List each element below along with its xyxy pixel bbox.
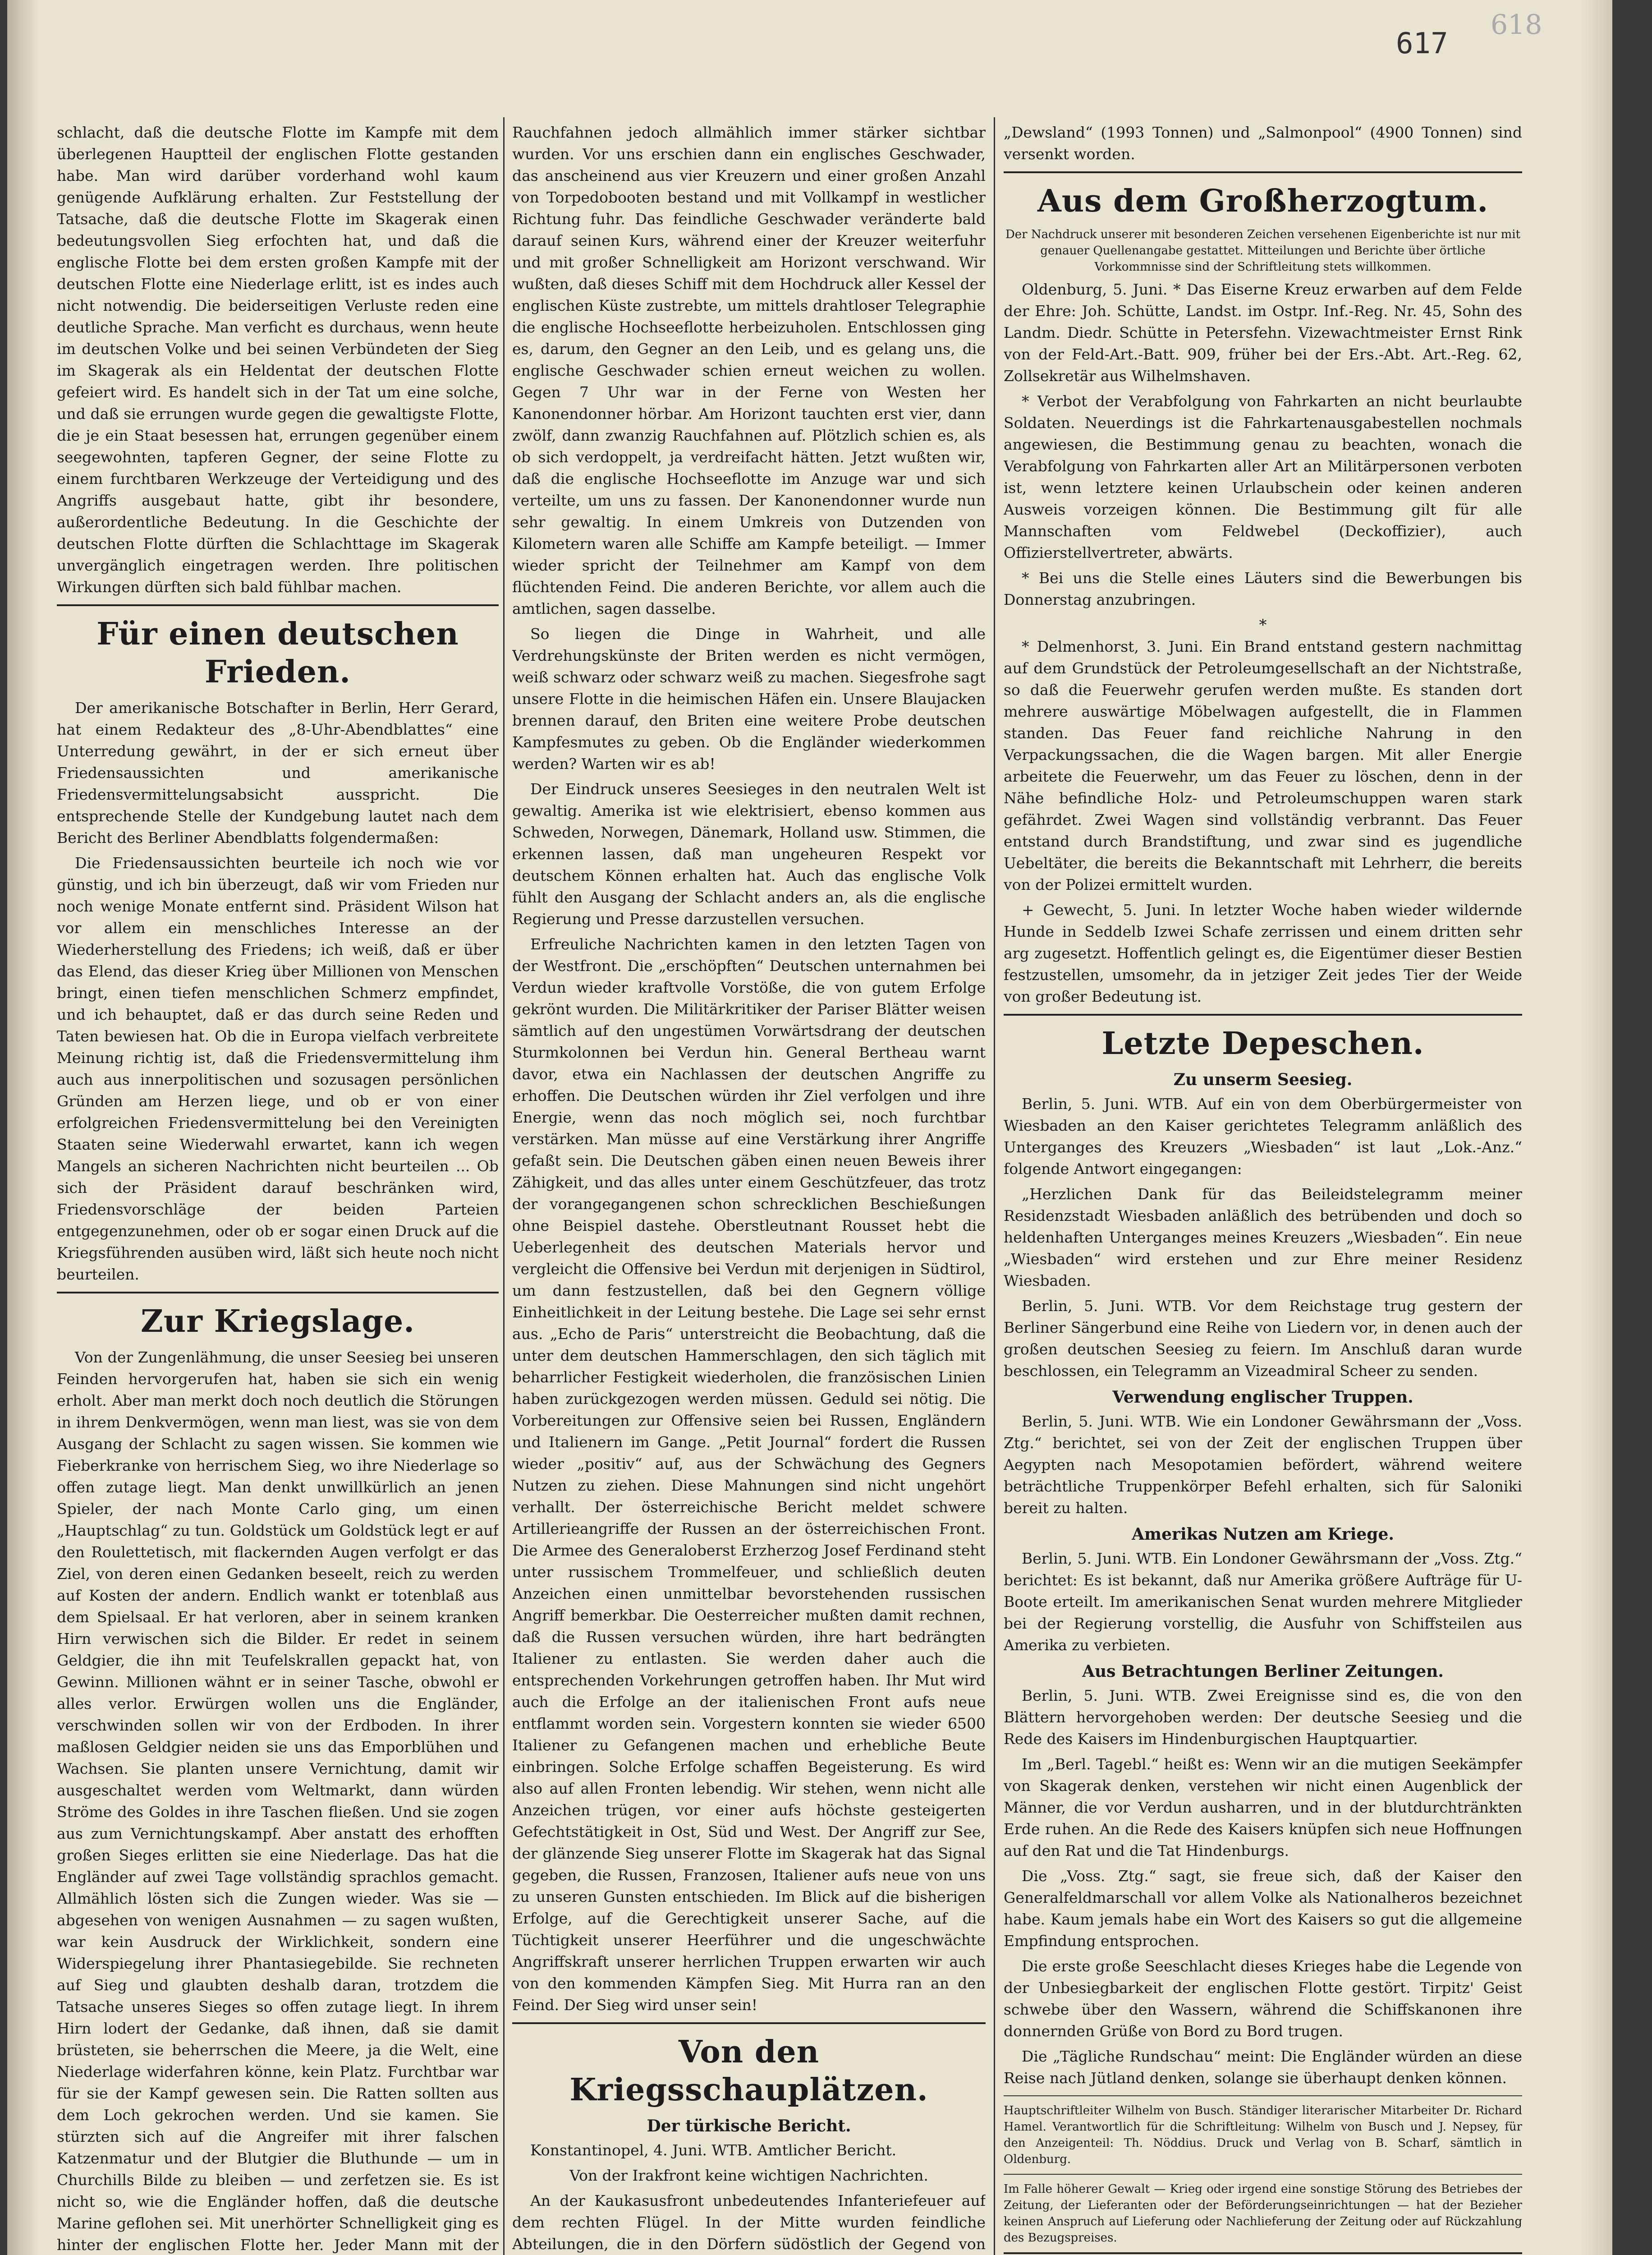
- headline-kriegsschauplaetze: Von den Kriegsschauplätzen.: [569, 2034, 928, 2108]
- divider: [1004, 171, 1522, 173]
- article-paragraph: * Delmenhorst, 3. Juni. Ein Brand entstand gestern nachmittag auf dem Grundstück der Petroleumgesellschaft an der Nichtstraße, so daß die Feuerwehr gerufen werden mußte. Es standen dort mehrere auswärtige Möbelwagen aufgestellt, die in Flammen standen. Das Feuer fand reichliche Nahrung in den Verpackungssachen, die die Wagen bargen. Mit aller Energie arbeitete die Feuerwehr, um das Feuer zu löschen, denn in der Nähe befindliche Holz- und Petroleumschuppen waren stark gefährdet. Zwei Wagen sind vollständig verbrannt. Das Feuer entstand durch Brandstiftung, und zwar sind es jugendliche Uebeltäter, die bereits die Bekanntschaft mit Lehrherr, die bereits von der Polizei ermittelt wurden.: [1004, 638, 1522, 893]
- newspaper-page: [7, 0, 1612, 2255]
- article-text: schlacht, daß die deutsche Flotte im Kampfe mit dem überlegenen Hauptteil der englischen Flotte gestanden habe. Man wird darüber vorderhand wohl kaum genügende Aufklärung erhalten. Zur Feststellung der Tatsache, daß die deutsche Flotte im Skagerak einen bedeutungsvollen Sieg erfochten hat, und daß die englische Flotte bei dem ersten großen Kampfe mit der deutschen Flotte eine Niederlage erlitt, ist es indes auch nicht notwendig. Die beiderseitigen Verluste reden eine deutliche Sprache. Man verficht es durchaus, wenn heute im deutschen Volke und bei seinen Verbündeten der Sieg im Skagerak als ein Heldentat der deutschen Flotte gefeiert wird. Es handelt sich in der Tat um eine solche, und daß sie errungen wurde gegen die gewaltigste Flotte, die je ein Staat besessen hat, errungen gegenüber einem seegewohnten, tapferen Gegner, der seine Flotte zu einem furchtbaren Werkzeuge der Verteidigung und des Angriffs ausgebaut hatte, gibt ihr besondere, außerordentliche Bedeutung. In die Geschichte der deutschen Flotte dürften die Schlachttage im Skagerak unvergänglich eingetragen werden. Ihre politischen Wirkungen dürften sich bald fühlbar machen.: [57, 124, 499, 596]
- subheading-tuerkisch: Der türkische Bericht.: [647, 2117, 851, 2135]
- article-paragraph: + Gewecht, 5. Juni. In letzter Woche haben wieder wildernde Hunde in Seddelb Izwei Schafe zerrissen und einem dritten sehr arg zugesetzt. Hoffentlich gelingt es, die Eigentümer dieser Bestien festzustellen, umsomehr, da in jetziger Zeit jedes Tier der Weide von großer Bedeutung ist.: [1004, 901, 1522, 1005]
- article-paragraph: An der Kaukasusfront unbedeutendes Infanteriefeuer auf dem rechten Flügel. In der Mitte wurden feindliche Abteilungen, die in den Dörfern südöstlich der Gegend von: [512, 2192, 986, 2253]
- subheading-amerika: Amerikas Nutzen am Kriege.: [1132, 1525, 1394, 1544]
- article-paragraph: Die erste große Seeschlacht dieses Krieges habe die Legende von der Unbesiegbarkeit der englischen Flotte gestört. Tirpitz' Geist schwebe über den Wassern, während die Schiffskanonen ihre donnernden Grüße von Bord zu Bord trugen.: [1004, 1957, 1522, 2040]
- article-paragraph: Die „Voss. Ztg.“ sagt, sie freue sich, daß der Kaiser den Generalfeldmarschall vor allem Volke als Nationalheros bezeichnet habe. Kaum jemals habe ein Wort des Kaisers so gut die allgemeine Empfindung entsprochen.: [1004, 1867, 1522, 1950]
- article-paragraph: So liegen die Dinge in Wahrheit, und alle Verdrehungskünste der Briten werden es nicht vermögen, weiß schwarz oder schwarz weiß zu machen. Siegesfrohe sagt unsere Flotte in die heimischen Häfen ein. Unsere Blaujacken brennen darauf, den Briten eine weitere Probe deutschen Kampfesmutes zu geben. Ob die Engländer wiederkommen werden? Warten wir es ab!: [512, 625, 986, 773]
- column-right: [1004, 122, 1522, 2255]
- page-binding-shadow: [7, 0, 39, 2255]
- column-rule: [503, 117, 505, 2255]
- headline-letzte-depeschen: Letzte Depeschen.: [1101, 1026, 1424, 1062]
- headline-grossherzogtum: Aus dem Großherzogtum.: [1037, 183, 1489, 219]
- article-paragraph: Die „Tägliche Rundschau“ meint: Die Engländer würden an diese Reise nach Jütland denken, solange sie überhaupt denken können.: [1004, 2048, 1522, 2087]
- article-paragraph: Berlin, 5. Juni. WTB. Wie ein Londoner Gewährsmann der „Voss. Ztg.“ berichtet, sei von der Zeit der englischen Truppen über Aegypten nach Mesopotamien befördert, während weitere beträchtliche Truppenkörper Befehl erhalten, sich für Saloniki bereit zu halten.: [1004, 1413, 1522, 1517]
- column-middle: [512, 122, 986, 2255]
- article-paragraph: Konstantinopel, 4. Juni. WTB. Amtlicher Bericht.: [530, 2141, 897, 2159]
- divider: [512, 2022, 986, 2024]
- divider: [1004, 2252, 1522, 2254]
- imprint: Hauptschriftleiter Wilhelm von Busch. Ständiger literarischer Mitarbeiter Dr. Richard Hamel. Verantwortlich für die Schriftleitung: Wilhelm von Busch und J. Nepsey, für den Anzeigenteil: Th. Nöddius. Druck und Verlag von B. Scharf, sämtlich in Oldenburg.: [1004, 2104, 1522, 2166]
- subheading-berliner-zeitungen: Aus Betrachtungen Berliner Zeitungen.: [1082, 1662, 1444, 1681]
- subheading-seesieg: Zu unserm Seesieg.: [1173, 1070, 1353, 1089]
- reprint-note: Der Nachdruck unserer mit besonderen Zeichen versehenen Eigenberichte ist nur mit genauer Quellenangabe gestattet. Mitteilungen und Berichte über örtliche Vorkommnisse sind der Schriftleitung stets willkommen.: [1005, 228, 1521, 274]
- page-number-shadow: 618: [1491, 9, 1542, 41]
- article-paragraph: „Herzlichen Dank für das Beileidstelegramm meiner Residenzstadt Wiesbaden anläßlich des betrübenden und doch so heldenhaften Unterganges meines Kreuzers „Wiesbaden“. Ein neue „Wiesbaden“ wird erstehen und zur Ehre meiner Residenz Wiesbaden.: [1004, 1185, 1522, 1289]
- article-paragraph: Die Friedensaussichten beurteile ich noch wie vor günstig, und ich bin überzeugt, daß wir vom Frieden nur noch wenige Monate entfernt sind. Präsident Wilson hat vor allem ein menschliches Interesse an der Wiederherstellung des Friedens; ich weiß, daß er über das Elend, das dieser Krieg über Millionen von Menschen bringt, einen tiefen menschlichen Schmerz empfindet, und ich behauptet, daß er das durch seine Reden und Taten bewiesen hat. Ob die in Europa vielfach verbreitete Meinung richtig ist, daß die Friedensvermittelung ihm auch aus innerpolitischen und sozusagen persönlichen Gründen am Herzen liege, und ob er von einer erfolgreichen Friedensvermittelung bei den Vereinigten Staaten seine Wiederwahl erwartet, kann ich wegen Mangels an sicheren Nachrichten nicht beurteilen ... Ob sich der Präsident darauf beschränken wird, Friedensvorschläge der beiden Parteien entgegenzunehmen, oder ob er sogar einen Druck auf die Kriegsführenden ausüben wird, läßt sich heute noch nicht beurteilen.: [57, 854, 499, 1283]
- article-text: „Dewsland“ (1993 Tonnen) und „Salmonpool“ (4900 Tonnen) sind versenkt worden.: [1004, 124, 1522, 163]
- article-paragraph: Der Eindruck unseres Seesieges in den neutralen Welt ist gewaltig. Amerika ist wie elektrisiert, ebenso kommen aus Schweden, Norwegen, Dänemark, Holland usw. Stimmen, die erkennen lassen, daß man ungeheuren Respekt vor deutschem Können erhalten hat. Auch das englische Volk fühlt den Ausgang der Schlacht anders an, als die englische Regierung und Presse darzustellen versuchen.: [512, 780, 986, 928]
- force-majeure-note: Im Falle höherer Gewalt — Krieg oder irgend eine sonstige Störung des Betriebes der Zeitung, der Lieferanten oder der Beförderungseinrichtungen — hat der Bezieher keinen Anspruch auf Lieferung oder Nachlieferung der Zeitung oder auf Rückzahlung des Bezugspreises.: [1004, 2182, 1522, 2245]
- article-paragraph: * Verbot der Verabfolgung von Fahrkarten an nicht beurlaubte Soldaten. Neuerdings ist die Fahrkartenausgabestellen nochmals angewiesen, die Bestimmung genau zu beachten, wonach die Verabfolgung von Fahrkarten aller Art an Militärpersonen verboten ist, wenn letztere keinen Urlaubschein oder keinen anderen Ausweis vorzeigen können. Die Bestimmung gilt für alle Mannschaften vom Feldwebel (Deckoffizier), auch Offizierstellvertreter, abwärts.: [1004, 392, 1522, 561]
- page-edge: [1581, 0, 1612, 2255]
- article-paragraph: Oldenburg, 5. Juni. * Das Eiserne Kreuz erwarben auf dem Felde der Ehre: Joh. Schütte, Landst. im Ostpr. Inf.-Reg. Nr. 45, Sohn des Landm. Diedr. Schütte in Petersfehn. Vizewachtmeister Ernst Rink von der Feld-Art.-Batt. 909, früher bei der Ers.-Abt. Art.-Reg. 62, Zollsekretär aus Wilhelmshaven.: [1004, 281, 1522, 385]
- section-star: *: [1259, 616, 1267, 634]
- subheading-englische-truppen: Verwendung englischer Truppen.: [1112, 1388, 1413, 1407]
- article-paragraph: Berlin, 5. Juni. WTB. Ein Londoner Gewährsmann der „Voss. Ztg.“ berichtet: Es ist bekannt, daß nur Amerika größere Aufträge für U-Boote erteilt. Im amerikanischen Senat wurden mehrere Mitglieder bei der Regierung vorstellig, die Ausfuhr von Schiffsteilen aus Amerika zu verbieten.: [1004, 1550, 1522, 1654]
- article-paragraph: Berlin, 5. Juni. WTB. Auf ein von dem Oberbürgermeister von Wiesbaden an den Kaiser gerichtetes Telegramm anläßlich des Unterganges des Kreuzers „Wiesbaden“ ist laut „Lok.-Anz.“ folgende Antwort eingegangen:: [1004, 1095, 1522, 1178]
- article-paragraph: Von der Irakfront keine wichtigen Nachrichten.: [569, 2167, 928, 2184]
- column-left: [57, 122, 499, 2255]
- divider: [57, 1292, 499, 1293]
- column-rule: [994, 117, 995, 2255]
- article-paragraph: Im „Berl. Tagebl.“ heißt es: Wenn wir an die mutigen Seekämpfer von Skagerak denken, verstehen wir nicht einen Augenblick der Männer, die vor Verdun ausharren, und in der blutdurchtränkten Erde ruhen. An die Rede des Kaisers knüpfen sich neue Hoffnungen auf den Rat und die Tat Hindenburgs.: [1004, 1755, 1522, 1859]
- article-paragraph: * Bei uns die Stelle eines Läuters sind die Bewerbungen bis Donnerstag anzubringen.: [1004, 569, 1522, 608]
- article-paragraph: Berlin, 5. Juni. WTB. Vor dem Reichstage trug gestern der Berliner Sängerbund eine Reihe von Liedern vor, in denen auch der großen deutschen Seesieg zu feiern. Im Anschluß daran wurde beschlossen, ein Telegramm an Vizeadmiral Scheer zu senden.: [1004, 1297, 1522, 1380]
- article-paragraph: Rauchfahnen jedoch allmählich immer stärker sichtbar wurden. Vor uns erschien dann ein englisches Geschwader, das anscheinend aus vier Kreuzern und einer großen Anzahl von Torpedobooten bestand und mit Vollkampf in westlicher Richtung fuhr. Das feindliche Geschwader veränderte bald darauf seinen Kurs, während einer der Kreuzer weiterfuhr und mit großer Schnelligkeit am Horizont verschwand. Wir wußten, daß dieses Schiff mit dem Hochdruck aller Kessel der englischen Küste zustrebte, um mittels drahtloser Telegraphie die englische Hochseeflotte herbeizuholen. Entschlossen ging es, darum, den Gegner an den Leib, und es gelang uns, die englische Geschwader schien erneut weichen zu wollen. Gegen 7 Uhr war in der Ferne von Westen her Kanonendonner hörbar. Am Horizont tauchten erst vier, dann zwölf, dann zwanzig Rauchfahnen auf. Plötzlich schien es, als ob sich verdoppelt, ja verdreifacht hätten. Jetzt wußten wir, daß die englische Hochseeflotte im Anzuge war und sich verteilte, um uns zu fassen. Der Kanonendonner wurde nun sehr gewaltig. In einem Umkreis von Dutzenden von Kilometern waren alle Schiffe am Kampfe beteiligt. — Immer wieder spricht der Teilnehmer am Kampf von dem flüchtenden Feind. Die anderen Berichte, vor allem auch die amtlichen, sagen dasselbe.: [512, 124, 986, 617]
- article-paragraph: Der amerikanische Botschafter in Berlin, Herr Gerard, hat einem Redakteur des „8-Uhr-Abendblattes“ eine Unterredung gewährt, in der er sich erneut über Friedensaussichten und amerikanische Friedensvermittelungsabsicht ausspricht. Die entsprechende Stelle der Kundgebung lautet nach dem Bericht des Berliner Abendblatts folgendermaßen:: [57, 699, 499, 847]
- divider: [1004, 2174, 1522, 2175]
- divider: [1004, 2095, 1522, 2096]
- headline-kriegslage: Zur Kriegslage.: [141, 1303, 415, 1339]
- article-paragraph: Erfreuliche Nachrichten kamen in den letzten Tagen von der Westfront. Die „erschöpften“ Deutschen unternahmen bei Verdun wieder kraftvolle Vorstöße, die von gutem Erfolge gekrönt wurden. Die Militärkritiker der Pariser Blätter weisen sämtlich auf den ungestümen Vorwärtsdrang der deutschen Sturmkolonnen bei Verdun hin. General Bertheau warnt davor, etwa ein Nachlassen der deutschen Angriffe zu erhoffen. Die Deutschen würden ihr Ziel verfolgen und ihre Energie, wenn das noch möglich sei, noch furchtbar verstärken. Man müsse auf eine Verstärkung ihrer Angriffe gefaßt sein. Die Deutschen gäben einen neuen Beweis ihrer Zähigkeit, und das alles unter einem Geschützfeuer, das trotz der vorangegangenen schon schrecklichen Beschießungen ohne Beispiel dastehe. Oberstleutnant Rousset hebt die Ueberlegenheit des deutschen Materials hervor und vergleicht die Offensive bei Verdun mit derjenigen in Südtirol, um dann festzustellen, daß bei den Gegnern völlige Einheitlichkeit in der Leitung bestehe. Die Lage sei sehr ernst aus. „Echo de Paris“ unterstreicht die Beobachtung, daß die unter dem deutschen Hammerschlagen, den sich täglich mit beharrlicher Festigkeit wiederholen, die französischen Linien haben zurückgezogen werden müssen. Geduld sei nötig. Die Vorbereitungen zur Offensive seien bei Russen, Engländern und Italienern im Gange. „Petit Journal“ fordert die Russen wieder „positiv“ auf, aus der Schwächung des Gegners Nutzen zu ziehen. Diese Mahnungen sind nicht ungehört verhallt. Der österreichische Bericht meldet schwere Artillerieangriffe der Russen an der österreichischen Front. Die Armee des Generaloberst Erzherzog Josef Ferdinand steht unter russischem Trommelfeuer, und schließlich deuten Anzeichen einen unmittelbar bevorstehenden russischen Angriff bemerkbar. Die Oesterreicher mußten damit rechnen, daß die Russen versuchen würden, ihre hart bedrängten Italiener zu entlasten. Sie werden daher auch die entsprechenden Vorkehrungen getroffen haben. Ihr Mut wird auch die Erfolge an der italienischen Front aufs neue entflammt worden sein. Vorgestern konnten sie wieder 6500 Italiener zu Gefangenen machen und erhebliche Beute einbringen. Solche Erfolge schaffen Begeisterung. Es wird also auf allen Fronten lebendig. Wir stehen, wenn nicht alle Anzeichen trügen, vor einer aufs höchste gesteigerten Gefechtstätigkeit in Ost, Süd und West. Der Angriff zur See, der glänzende Sieg unserer Flotte im Skagerak hat das Signal gegeben, die Russen, Franzosen, Italiener aufs neue von uns zu unseren Gunsten entschieden. Im Blick auf die bisherigen Erfolge, auf die Gerechtigkeit unserer Sache, auf die Tüchtigkeit unserer Heerführer und die ungeschwächte Angriffskraft unserer herrlichen Truppen erwarten wir auch von den kommenden Kämpfen Sieg. Mit Hurra ran an den Feind. Der Sieg wird unser sein!: [512, 935, 986, 2014]
- page-number: 617: [1396, 27, 1448, 60]
- article-paragraph: Berlin, 5. Juni. WTB. Zwei Ereignisse sind es, die von den Blättern hervorgehoben werden: Der deutsche Seesieg und die Rede des Kaisers im Hindenburgischen Hauptquartier.: [1004, 1687, 1522, 1748]
- headline-frieden: Für einen deutschen Frieden.: [96, 616, 459, 690]
- divider: [1004, 1014, 1522, 1016]
- article-paragraph: Von der Zungenlähmung, die unser Seesieg bei unseren Feinden hervorgerufen hat, haben sie sich ein wenig erholt. Aber man merkt doch noch deutlich die Störungen in ihrem Denkvermögen, wenn man liest, was sie von dem Ausgang der Schlacht zu sagen wissen. Sie kommen wie Fieberkranke von herrischem Sieg, wo ihre Niederlage so offen zutage liegt. Man denkt unwillkürlich an jenen Spieler, der nach Monte Carlo ging, um einen „Hauptschlag“ zu tun. Goldstück um Goldstück legt er auf den Roulettetisch, mit flackernden Augen verfolgt er das Ziel, von deren einen Gedanken beseelt, reich zu werden auf Kosten der andern. Endlich wankt er totenblaß aus dem Spielsaal. Er hat verloren, aber in seinem kranken Hirn verwischen sich die Bilder. Er redet in seinem Geldgier, die ihn mit Teufelskrallen gepackt hat, von Gewinn. Millionen wähnt er in seiner Tasche, obwohl er alles verlor. Erwürgen wollen uns die Engländer, verschwinden sollen wir von der Erdboden. In ihrer maßlosen Geldgier neiden sie uns das Emporblühen und Wachsen. Sie planten unsere Vernichtung, damit wir ausgeschaltet werden vom Weltmarkt, dann würden Ströme des Goldes in ihre Taschen fließen. Und sie zogen aus zum Vernichtungskampf. Aber anstatt des erhofften großen Sieges erlitten sie eine Niederlage. Das hat die Engländer auf zwei Tage vollständig sprachlos gemacht. Allmählich lösten sich die Zungen wieder. Was sie — abgesehen von wenigen Ausnahmen — zu sagen wußten, war kein Ausdruck der Wirklichkeit, sondern eine Widerspiegelung ihrer Phantasiegebilde. Sie rechneten auf Sieg und glaubten deshalb daran, trotzdem die Tatsache unseres Sieges so offen zutage liegt. In ihrem Hirn lodert der Gedanke, daß ihnen, daß sie damit brüsteten, sie beherrschen die Meere, ja die Welt, eine Niederlage widerfahren könne, kein Platz. Furchtbar war für sie der Kampf gewesen sein. Die Ratten sollten aus dem Loch gekrochen werden. Und sie kamen. Sie stürzten sich auf die Angreifer mit ihrer falschen Katzenmatur und der Blutgier die Bluthunde — um in Churchills Bilde zu bleiben — und zerfetzen sie. Es ist nicht so, wie die Engländer hoffen, daß die deutsche Marine geflohen sei. Mit unerhörter Schnelligkeit ging es hinter der englischen Flotte her. Jeder Mann mit der: [57, 1348, 499, 2254]
- divider: [57, 604, 499, 606]
